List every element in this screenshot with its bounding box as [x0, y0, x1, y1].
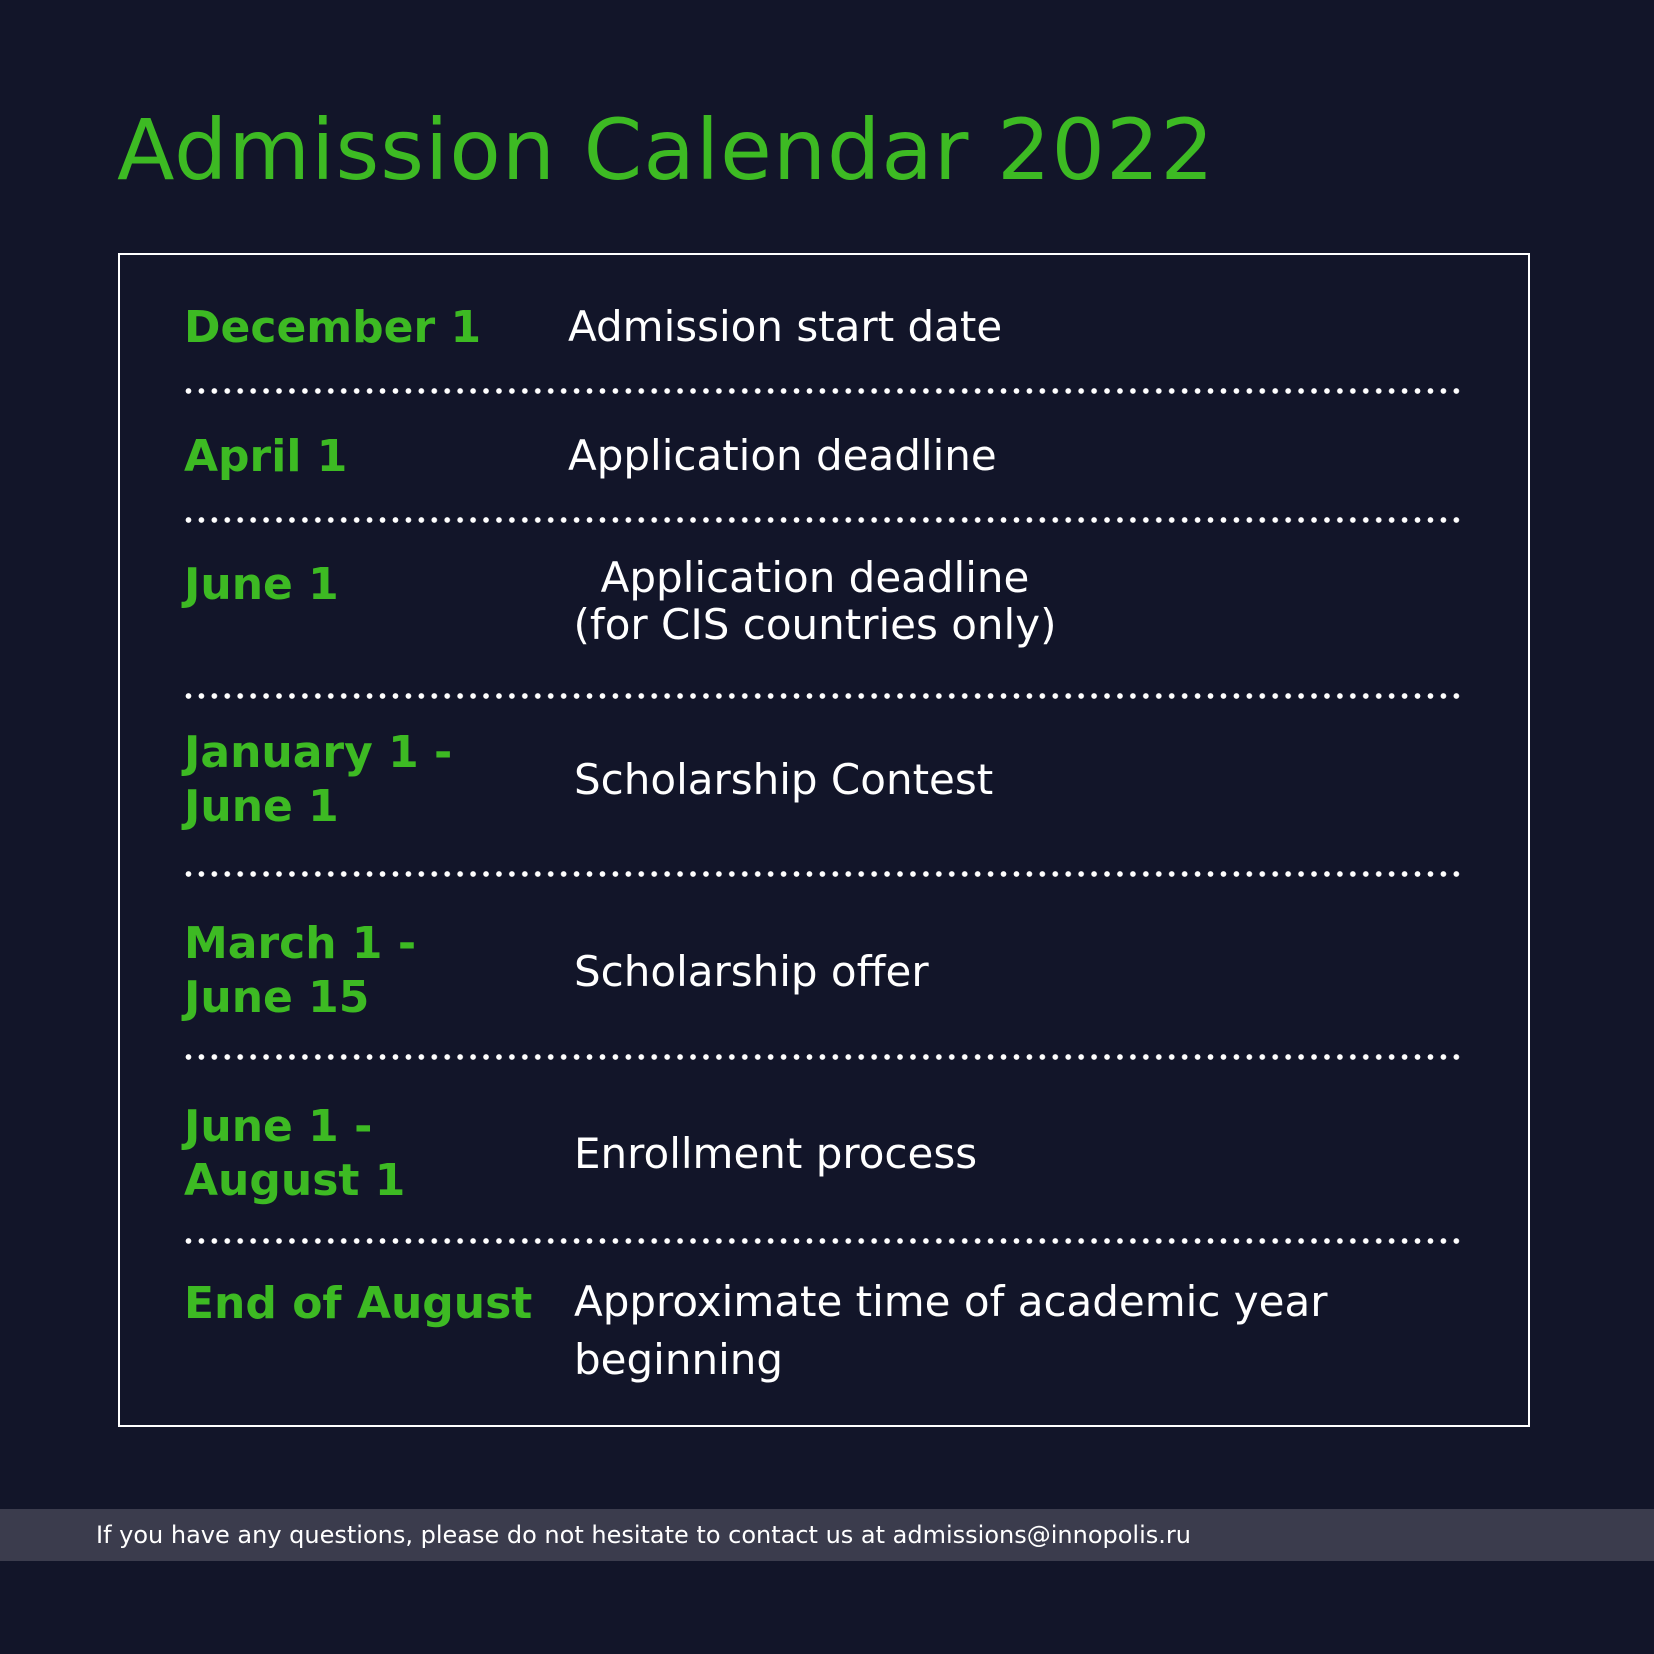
calendar-description: Enrollment process	[574, 1129, 978, 1178]
calendar-table	[118, 253, 1530, 1427]
dotted-divider	[182, 517, 1462, 523]
dotted-divider	[182, 871, 1462, 877]
dotted-divider	[182, 1054, 1462, 1060]
calendar-date: April 1	[184, 431, 348, 482]
dotted-divider	[182, 1238, 1462, 1244]
calendar-date: March 1 - June 15	[184, 918, 417, 1023]
page-title: Admission Calendar 2022	[117, 101, 1215, 199]
footer-contact-text: If you have any questions, please do not hesitate to contact us at admissions@innopolis.ru	[96, 1521, 1191, 1549]
calendar-description: Scholarship offer	[574, 947, 929, 996]
calendar-description: Application deadline	[568, 431, 997, 480]
calendar-description: Admission start date	[568, 302, 1003, 351]
footer-bar	[0, 1509, 1654, 1561]
calendar-date: January 1 - June 1	[184, 727, 453, 832]
calendar-description: Approximate time of academic year beginning	[574, 1277, 1328, 1384]
calendar-date: December 1	[184, 302, 482, 353]
calendar-description: Scholarship Contest	[574, 755, 994, 804]
dotted-divider	[182, 388, 1462, 394]
calendar-description: Application deadline (for CIS countries only)	[573, 553, 1057, 649]
calendar-date: June 1	[184, 559, 339, 610]
dotted-divider	[182, 693, 1462, 699]
calendar-date: End of August	[184, 1278, 533, 1329]
calendar-date: June 1 - August 1	[184, 1101, 406, 1206]
